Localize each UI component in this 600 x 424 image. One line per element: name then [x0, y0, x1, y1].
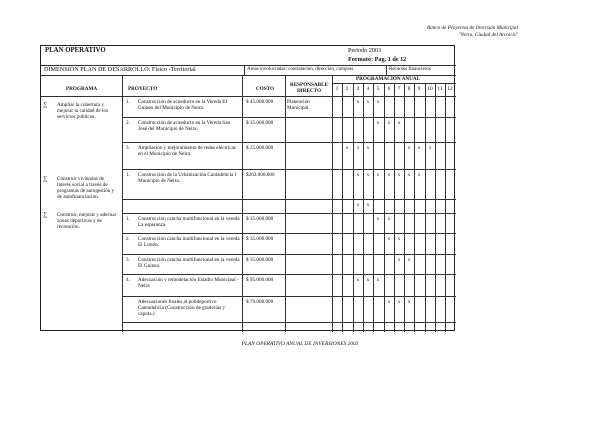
schedule-mark: x: [397, 299, 401, 305]
grid-rule: [122, 213, 456, 214]
schedule-mark: x: [376, 216, 380, 222]
program-text: Construir, mejorar y adecuar zonas deportivas y de recreación.: [57, 212, 117, 230]
schedule-mark: x: [428, 145, 432, 151]
grid-rule: [353, 83, 354, 332]
grid-rule: [122, 142, 456, 143]
grid-rule: [122, 169, 456, 170]
month-header: 12: [447, 86, 453, 92]
grid-rule: [445, 83, 446, 332]
grid-rule: [122, 75, 123, 332]
schedule-mark: x: [407, 172, 411, 178]
month-header: 3: [356, 86, 360, 92]
grid-rule: [384, 83, 385, 332]
month-header: 10: [427, 86, 433, 92]
header-motto-line: "Neira, Ciudad del Arcoiris": [458, 31, 518, 38]
grid-rule: [285, 75, 286, 332]
grid-rule: [122, 274, 456, 275]
document-header: [427, 25, 518, 38]
program-bullet: ∑: [43, 102, 48, 108]
project-description: Ampliación y mejoramiento de redes eléctricas en el Municipio de Neira.: [138, 145, 236, 157]
project-description: Construcción de acueducto en la Vereda El Guineo del Municipio de Neira.: [138, 99, 227, 111]
grid-rule: [425, 83, 426, 332]
project-description: Construcción de acueducto en la Vereda San José del Municipio de Neira.: [138, 120, 231, 132]
schedule-mark: x: [376, 277, 380, 283]
project-cost: $263.000.000: [246, 172, 275, 178]
month-header: 8: [407, 86, 411, 92]
schedule-mark: x: [387, 236, 391, 242]
schedule-mark: x: [387, 172, 391, 178]
project-number: 3.: [126, 145, 130, 151]
month-header: 2: [345, 86, 349, 92]
schedule-mark: x: [417, 145, 421, 151]
col-programacion: PROGRAMACIÓN ANUAL: [356, 76, 421, 82]
grid-rule: [373, 83, 374, 332]
schedule-mark: x: [356, 99, 360, 105]
project-number: 3.: [126, 257, 130, 263]
schedule-mark: x: [366, 145, 370, 151]
grid-rule: [342, 83, 343, 332]
col-programa: PROGRAMA: [66, 86, 98, 92]
grid-rule: [122, 254, 456, 255]
grid-rule: [363, 83, 364, 332]
plan-title: PLAN OPERATIVO: [45, 47, 106, 54]
project-number: 1.: [126, 172, 130, 178]
project-cost: $ 35.000.000: [246, 236, 274, 242]
grid-rule: [41, 65, 456, 66]
schedule-mark: x: [376, 172, 380, 178]
schedule-mark: x: [397, 120, 401, 126]
project-description: Adecuaciones finales al polideportivo Cantadelicia (Construcción de graderías y capota.): [138, 299, 226, 317]
schedule-mark: x: [407, 257, 411, 263]
project-description: Adecuación y remodelación Estadio Municipal - Neira: [138, 277, 239, 289]
month-header: 11: [437, 86, 443, 92]
grid-rule: [332, 75, 333, 332]
schedule-mark: x: [356, 202, 360, 208]
project-number: 2.: [126, 120, 130, 126]
project-description: Construcción cancha multifuncional en la vereda El Guineo.: [138, 257, 240, 269]
program-bullet: ∑: [43, 176, 48, 182]
schedule-mark: x: [356, 277, 360, 283]
formato-label: Formato: Pag. 1 de 12: [348, 56, 407, 63]
schedule-mark: x: [356, 145, 360, 151]
schedule-mark: x: [387, 299, 391, 305]
grid-rule: [122, 117, 456, 118]
grid-rule: [394, 83, 395, 332]
schedule-mark: x: [366, 277, 370, 283]
schedule-mark: x: [345, 145, 349, 151]
schedule-mark: x: [376, 99, 380, 105]
project-cost: $ 35.000.000: [246, 216, 274, 222]
areas-label: Areas involucradas: contratación, dirección, compras.: [247, 67, 355, 72]
schedule-mark: x: [407, 299, 411, 305]
schedule-mark: x: [366, 172, 370, 178]
col-responsable: RESPONSABLE DIRECTO: [289, 82, 329, 94]
dimension-label: DIMENSIÓN PLAN DE DESARROLLO: Físico -Territorial: [44, 66, 196, 73]
project-cost: $ 95.000.000: [246, 277, 274, 283]
project-description: Construcción cancha multifuncional en la vereda El Limón.: [138, 236, 240, 248]
schedule-mark: x: [366, 202, 370, 208]
project-cost: $ 35.000.000: [246, 120, 274, 126]
month-header: 1: [335, 86, 339, 92]
month-header: 6: [387, 86, 391, 92]
schedule-mark: x: [387, 216, 391, 222]
project-responsible: Planeación Municipal: [287, 99, 310, 111]
periodo-label: Periodo 2003: [348, 47, 382, 54]
project-description: Construcción cancha multifuncional en la vereda La esperanza.: [138, 216, 240, 228]
recursos-label: Recursos financieros: [389, 67, 431, 72]
project-number: 2.: [126, 236, 130, 242]
grid-rule: [122, 199, 456, 200]
footer-caption: PLAN OPERATIVO ANUAL DE INVERSIONES 2003: [241, 341, 359, 347]
grid-rule: [435, 83, 436, 332]
month-header: 9: [417, 86, 421, 92]
grid-rule: [386, 65, 387, 75]
grid-rule: [122, 233, 456, 234]
project-number: 1.: [126, 99, 130, 105]
schedule-mark: x: [376, 120, 380, 126]
grid-rule: [404, 83, 405, 332]
project-cost: $ 35.000.000: [246, 257, 274, 263]
program-text: Construir viviendas de interés social a través de programas de autogestión y de autofinanciación.: [57, 176, 115, 200]
header-bank-line: Banco de Proyectos de Inversión Municipal: [427, 25, 518, 31]
project-cost: $ 45.000.000: [246, 99, 274, 105]
grid-rule: [41, 75, 456, 76]
grid-rule: [122, 296, 456, 297]
grid-rule: [414, 83, 415, 332]
project-description: Construcción de la Urbanización Cantadelicia I Municipio de Neira.: [138, 172, 237, 184]
schedule-mark: x: [407, 145, 411, 151]
schedule-mark: x: [356, 172, 360, 178]
project-cost: $ 25.000.000: [246, 145, 274, 151]
project-cost: $ 70.000.000: [246, 299, 274, 305]
month-header: 5: [376, 86, 380, 92]
schedule-mark: x: [397, 257, 401, 263]
grid-rule: [122, 322, 456, 323]
program-bullet: ∑: [43, 212, 48, 218]
grid-rule: [242, 75, 243, 332]
program-text: Ampliar la cobertura y mejorar la calidad de los servicios públicos.: [57, 102, 108, 120]
col-costo: COSTO: [256, 86, 275, 92]
plan-table: [40, 45, 455, 331]
schedule-mark: x: [417, 172, 421, 178]
month-header: 7: [397, 86, 401, 92]
project-number: 4.: [126, 277, 130, 283]
schedule-mark: x: [387, 120, 391, 126]
month-header: 4: [366, 86, 370, 92]
schedule-mark: x: [397, 172, 401, 178]
col-proyecto: PROYECTO: [128, 86, 158, 92]
schedule-mark: x: [366, 99, 370, 105]
project-number: 1.: [126, 216, 130, 222]
schedule-mark: x: [397, 236, 401, 242]
grid-rule: [244, 65, 245, 75]
